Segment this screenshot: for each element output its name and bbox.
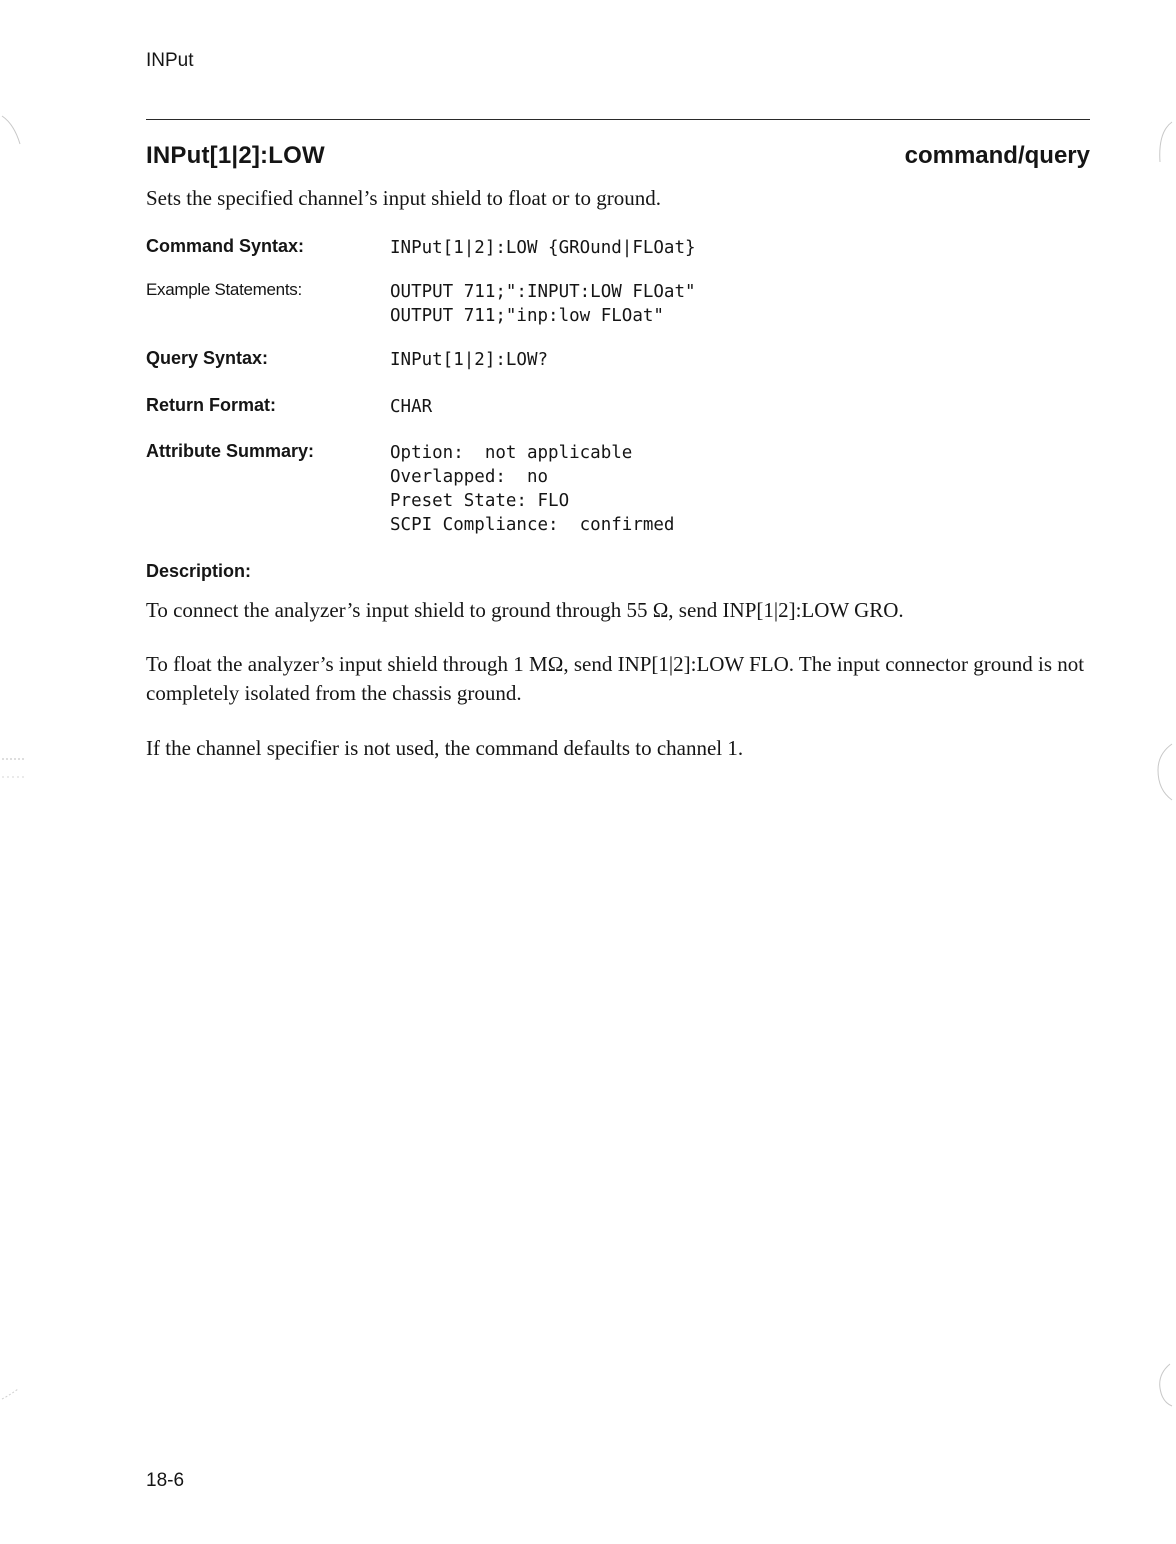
scan-edge-mark	[0, 755, 30, 785]
header-rule	[146, 119, 1090, 120]
description-paragraph: To connect the analyzer’s input shield to ground through 55 Ω, send INP[1|2]:LOW GRO.	[146, 598, 904, 622]
command-type: command/query	[904, 142, 1090, 169]
example-statement: OUTPUT 711;":INPUT:LOW FLOat"	[390, 282, 696, 302]
attribute-line: Overlapped: no	[390, 467, 549, 487]
attribute-line: Option: not applicable	[390, 443, 633, 463]
attribute-line: Preset State: FLO	[390, 491, 570, 511]
query-syntax-value: INPut[1|2]:LOW?	[390, 350, 549, 370]
description-paragraph: If the channel specifier is not used, the command defaults to channel 1.	[146, 736, 744, 760]
return-format-value: CHAR	[390, 397, 433, 417]
scan-edge-mark	[1150, 740, 1176, 804]
description-heading: Description:	[146, 561, 252, 581]
command-syntax-label: Command Syntax:	[146, 236, 305, 256]
description-paragraph: To float the analyzer’s input shield through 1 MΩ, send INP[1|2]:LOW FLO. The input connector ground is not completely isolated from the chassis ground.	[146, 652, 1085, 705]
example-statements-label: Example Statements:	[146, 280, 302, 299]
scan-edge-mark	[0, 1385, 24, 1405]
scan-edge-mark	[1150, 1360, 1176, 1410]
attribute-summary-values	[390, 441, 674, 537]
example-statements-values	[390, 280, 696, 328]
example-statement: OUTPUT 711;"inp:low FLOat"	[390, 306, 664, 326]
command-title: INPut[1|2]:LOW	[146, 142, 325, 169]
return-format-label: Return Format:	[146, 395, 276, 415]
attribute-line: SCPI Compliance: confirmed	[390, 515, 675, 535]
command-summary: Sets the specified channel’s input shield to float or to ground.	[146, 186, 661, 210]
attribute-summary-label: Attribute Summary:	[146, 441, 315, 461]
command-syntax-value: INPut[1|2]:LOW {GROund|FLOat}	[390, 238, 696, 258]
scan-edge-mark	[0, 110, 30, 150]
scan-edge-mark	[1150, 118, 1176, 166]
query-syntax-label: Query Syntax:	[146, 348, 269, 368]
running-head: INPut	[146, 50, 194, 71]
page-number: 18-6	[146, 1470, 185, 1491]
